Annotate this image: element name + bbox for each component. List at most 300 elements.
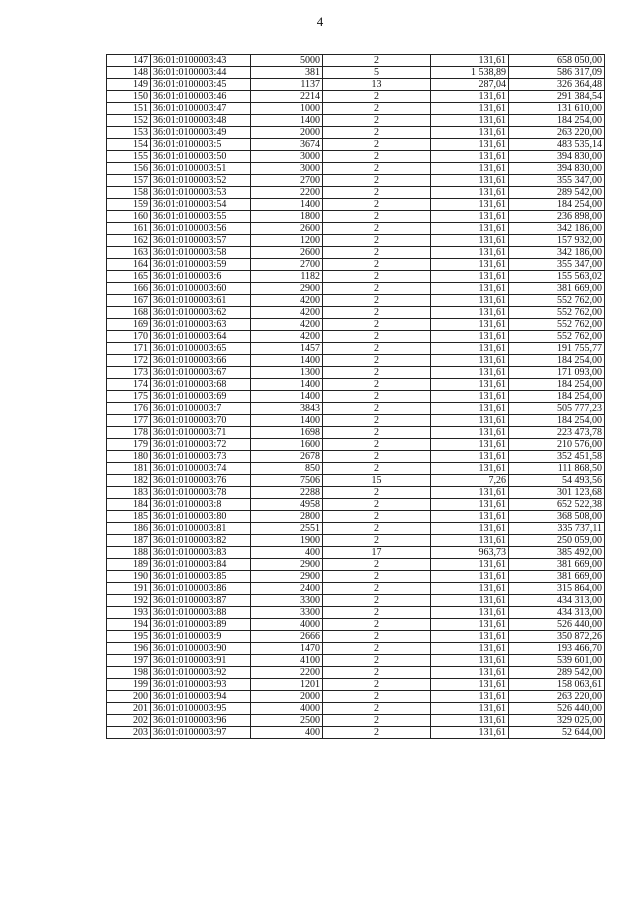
value-cell: 368 508,00	[509, 511, 605, 523]
group-cell: 2	[323, 391, 431, 403]
row-number-cell: 155	[107, 151, 151, 163]
table-row	[107, 175, 605, 187]
row-number-cell: 198	[107, 667, 151, 679]
group-cell: 5	[323, 67, 431, 79]
row-number-cell: 174	[107, 379, 151, 391]
row-number-cell: 168	[107, 307, 151, 319]
area-cell: 1137	[251, 79, 323, 91]
value-cell: 191 755,77	[509, 343, 605, 355]
group-cell: 2	[323, 91, 431, 103]
table-row	[107, 655, 605, 667]
rate-cell: 131,61	[431, 727, 509, 739]
table-row	[107, 199, 605, 211]
table-row	[107, 151, 605, 163]
area-cell: 1300	[251, 367, 323, 379]
rate-cell: 131,61	[431, 391, 509, 403]
row-number-cell: 185	[107, 511, 151, 523]
area-cell: 2600	[251, 247, 323, 259]
cadastral-number-cell: 36:01:0100003:66	[151, 355, 251, 367]
cadastral-number-cell: 36:01:0100003:46	[151, 91, 251, 103]
rate-cell: 131,61	[431, 139, 509, 151]
value-cell: 171 093,00	[509, 367, 605, 379]
area-cell: 2200	[251, 667, 323, 679]
group-cell: 2	[323, 511, 431, 523]
rate-cell: 131,61	[431, 487, 509, 499]
value-cell: 505 777,23	[509, 403, 605, 415]
area-cell: 2600	[251, 223, 323, 235]
cadastral-number-cell: 36:01:0100003:87	[151, 595, 251, 607]
row-number-cell: 169	[107, 319, 151, 331]
group-cell: 2	[323, 259, 431, 271]
group-cell: 2	[323, 703, 431, 715]
rate-cell: 131,61	[431, 415, 509, 427]
area-cell: 2214	[251, 91, 323, 103]
row-number-cell: 187	[107, 535, 151, 547]
rate-cell: 131,61	[431, 199, 509, 211]
rate-cell: 131,61	[431, 103, 509, 115]
row-number-cell: 158	[107, 187, 151, 199]
rate-cell: 131,61	[431, 679, 509, 691]
value-cell: 155 563,02	[509, 271, 605, 283]
row-number-cell: 203	[107, 727, 151, 739]
group-cell: 2	[323, 295, 431, 307]
table-row	[107, 187, 605, 199]
area-cell: 2000	[251, 691, 323, 703]
row-number-cell: 186	[107, 523, 151, 535]
value-cell: 483 535,14	[509, 139, 605, 151]
row-number-cell: 171	[107, 343, 151, 355]
area-cell: 3843	[251, 403, 323, 415]
area-cell: 2400	[251, 583, 323, 595]
table-row	[107, 547, 605, 559]
value-cell: 552 762,00	[509, 307, 605, 319]
row-number-cell: 192	[107, 595, 151, 607]
table-row	[107, 499, 605, 511]
cadastral-number-cell: 36:01:0100003:85	[151, 571, 251, 583]
table-row	[107, 367, 605, 379]
rate-cell: 131,61	[431, 367, 509, 379]
value-cell: 552 762,00	[509, 295, 605, 307]
rate-cell: 131,61	[431, 655, 509, 667]
table-row	[107, 487, 605, 499]
cadastral-number-cell: 36:01:0100003:63	[151, 319, 251, 331]
cadastral-number-cell: 36:01:0100003:97	[151, 727, 251, 739]
area-cell: 1201	[251, 679, 323, 691]
rate-cell: 131,61	[431, 295, 509, 307]
rate-cell: 131,61	[431, 259, 509, 271]
table-row	[107, 79, 605, 91]
cadastral-number-cell: 36:01:0100003:91	[151, 655, 251, 667]
group-cell: 2	[323, 439, 431, 451]
value-cell: 157 932,00	[509, 235, 605, 247]
rate-cell: 131,61	[431, 115, 509, 127]
table-row	[107, 643, 605, 655]
area-cell: 1698	[251, 427, 323, 439]
page-number: 4	[316, 14, 324, 29]
table-row	[107, 139, 605, 151]
cadastral-number-cell: 36:01:0100003:49	[151, 127, 251, 139]
row-number-cell: 200	[107, 691, 151, 703]
area-cell: 1600	[251, 439, 323, 451]
value-cell: 193 466,70	[509, 643, 605, 655]
group-cell: 2	[323, 607, 431, 619]
table-body	[107, 55, 605, 739]
cadastral-number-cell: 36:01:0100003:9	[151, 631, 251, 643]
cadastral-number-cell: 36:01:0100003:69	[151, 391, 251, 403]
value-cell: 184 254,00	[509, 379, 605, 391]
cadastral-number-cell: 36:01:0100003:93	[151, 679, 251, 691]
row-number-cell: 197	[107, 655, 151, 667]
cadastral-number-cell: 36:01:0100003:54	[151, 199, 251, 211]
table-row	[107, 451, 605, 463]
row-number-cell: 184	[107, 499, 151, 511]
table-row	[107, 559, 605, 571]
row-number-cell: 165	[107, 271, 151, 283]
area-cell: 1400	[251, 379, 323, 391]
cadastral-number-cell: 36:01:0100003:90	[151, 643, 251, 655]
row-number-cell: 188	[107, 547, 151, 559]
row-number-cell: 175	[107, 391, 151, 403]
table-row	[107, 427, 605, 439]
cadastral-number-cell: 36:01:0100003:89	[151, 619, 251, 631]
group-cell: 2	[323, 571, 431, 583]
cadastral-number-cell: 36:01:0100003:6	[151, 271, 251, 283]
cadastral-number-cell: 36:01:0100003:81	[151, 523, 251, 535]
area-cell: 3674	[251, 139, 323, 151]
value-cell: 289 542,00	[509, 667, 605, 679]
rate-cell: 131,61	[431, 703, 509, 715]
cadastral-number-cell: 36:01:0100003:80	[151, 511, 251, 523]
table-row	[107, 511, 605, 523]
cadastral-number-cell: 36:01:0100003:53	[151, 187, 251, 199]
value-cell: 355 347,00	[509, 175, 605, 187]
table-row	[107, 727, 605, 739]
group-cell: 2	[323, 331, 431, 343]
row-number-cell: 177	[107, 415, 151, 427]
value-cell: 434 313,00	[509, 595, 605, 607]
rate-cell: 131,61	[431, 559, 509, 571]
cadastral-number-cell: 36:01:0100003:5	[151, 139, 251, 151]
row-number-cell: 150	[107, 91, 151, 103]
group-cell: 2	[323, 163, 431, 175]
rate-cell: 131,61	[431, 247, 509, 259]
rate-cell: 131,61	[431, 211, 509, 223]
group-cell: 2	[323, 487, 431, 499]
table-row	[107, 523, 605, 535]
area-cell: 2551	[251, 523, 323, 535]
row-number-cell: 153	[107, 127, 151, 139]
rate-cell: 131,61	[431, 127, 509, 139]
table-row	[107, 631, 605, 643]
cadastral-number-cell: 36:01:0100003:7	[151, 403, 251, 415]
value-cell: 552 762,00	[509, 319, 605, 331]
table-row	[107, 703, 605, 715]
table-row	[107, 415, 605, 427]
rate-cell: 131,61	[431, 643, 509, 655]
rate-cell: 131,61	[431, 223, 509, 235]
row-number-cell: 179	[107, 439, 151, 451]
row-number-cell: 148	[107, 67, 151, 79]
table-row	[107, 283, 605, 295]
area-cell: 1900	[251, 535, 323, 547]
row-number-cell: 190	[107, 571, 151, 583]
area-cell: 2500	[251, 715, 323, 727]
row-number-cell: 160	[107, 211, 151, 223]
value-cell: 184 254,00	[509, 415, 605, 427]
area-cell: 400	[251, 547, 323, 559]
rate-cell: 131,61	[431, 343, 509, 355]
rate-cell: 131,61	[431, 667, 509, 679]
group-cell: 2	[323, 535, 431, 547]
value-cell: 289 542,00	[509, 187, 605, 199]
rate-cell: 131,61	[431, 403, 509, 415]
cadastral-number-cell: 36:01:0100003:57	[151, 235, 251, 247]
area-cell: 4200	[251, 307, 323, 319]
group-cell: 2	[323, 139, 431, 151]
rate-cell: 131,61	[431, 607, 509, 619]
row-number-cell: 191	[107, 583, 151, 595]
row-number-cell: 161	[107, 223, 151, 235]
group-cell: 2	[323, 679, 431, 691]
value-cell: 335 737,11	[509, 523, 605, 535]
group-cell: 2	[323, 667, 431, 679]
cadastral-number-cell: 36:01:0100003:73	[151, 451, 251, 463]
area-cell: 4200	[251, 319, 323, 331]
value-cell: 54 493,56	[509, 475, 605, 487]
row-number-cell: 162	[107, 235, 151, 247]
value-cell: 184 254,00	[509, 355, 605, 367]
group-cell: 2	[323, 643, 431, 655]
area-cell: 4200	[251, 331, 323, 343]
row-number-cell: 182	[107, 475, 151, 487]
row-number-cell: 195	[107, 631, 151, 643]
area-cell: 1457	[251, 343, 323, 355]
value-cell: 301 123,68	[509, 487, 605, 499]
rate-cell: 131,61	[431, 439, 509, 451]
area-cell: 1400	[251, 391, 323, 403]
area-cell: 5000	[251, 55, 323, 67]
value-cell: 210 576,00	[509, 439, 605, 451]
table-row	[107, 319, 605, 331]
group-cell: 2	[323, 559, 431, 571]
cadastral-number-cell: 36:01:0100003:43	[151, 55, 251, 67]
table-row	[107, 667, 605, 679]
value-cell: 236 898,00	[509, 211, 605, 223]
table-row	[107, 307, 605, 319]
rate-cell: 131,61	[431, 319, 509, 331]
group-cell: 2	[323, 619, 431, 631]
row-number-cell: 157	[107, 175, 151, 187]
rate-cell: 131,61	[431, 631, 509, 643]
value-cell: 158 063,61	[509, 679, 605, 691]
area-cell: 3000	[251, 163, 323, 175]
area-cell: 2666	[251, 631, 323, 643]
rate-cell: 131,61	[431, 355, 509, 367]
row-number-cell: 166	[107, 283, 151, 295]
value-cell: 394 830,00	[509, 163, 605, 175]
land-plots-table	[106, 54, 605, 739]
cadastral-number-cell: 36:01:0100003:51	[151, 163, 251, 175]
area-cell: 4958	[251, 499, 323, 511]
row-number-cell: 154	[107, 139, 151, 151]
group-cell: 2	[323, 151, 431, 163]
table-row	[107, 331, 605, 343]
row-number-cell: 181	[107, 463, 151, 475]
rate-cell: 131,61	[431, 571, 509, 583]
value-cell: 250 059,00	[509, 535, 605, 547]
table-row	[107, 115, 605, 127]
rate-cell: 7,26	[431, 475, 509, 487]
cadastral-number-cell: 36:01:0100003:60	[151, 283, 251, 295]
group-cell: 2	[323, 415, 431, 427]
group-cell: 2	[323, 223, 431, 235]
group-cell: 2	[323, 343, 431, 355]
value-cell: 111 868,50	[509, 463, 605, 475]
rate-cell: 131,61	[431, 151, 509, 163]
row-number-cell: 156	[107, 163, 151, 175]
group-cell: 2	[323, 451, 431, 463]
group-cell: 2	[323, 211, 431, 223]
value-cell: 526 440,00	[509, 619, 605, 631]
group-cell: 2	[323, 55, 431, 67]
value-cell: 184 254,00	[509, 391, 605, 403]
group-cell: 2	[323, 367, 431, 379]
area-cell: 4000	[251, 703, 323, 715]
rate-cell: 131,61	[431, 511, 509, 523]
cadastral-number-cell: 36:01:0100003:76	[151, 475, 251, 487]
value-cell: 329 025,00	[509, 715, 605, 727]
table-row	[107, 571, 605, 583]
rate-cell: 131,61	[431, 379, 509, 391]
cadastral-number-cell: 36:01:0100003:59	[151, 259, 251, 271]
cadastral-number-cell: 36:01:0100003:61	[151, 295, 251, 307]
group-cell: 2	[323, 427, 431, 439]
group-cell: 2	[323, 595, 431, 607]
group-cell: 13	[323, 79, 431, 91]
cadastral-number-cell: 36:01:0100003:52	[151, 175, 251, 187]
rate-cell: 963,73	[431, 547, 509, 559]
cadastral-number-cell: 36:01:0100003:47	[151, 103, 251, 115]
table-row	[107, 67, 605, 79]
value-cell: 381 669,00	[509, 283, 605, 295]
rate-cell: 131,61	[431, 691, 509, 703]
row-number-cell: 173	[107, 367, 151, 379]
area-cell: 4000	[251, 619, 323, 631]
area-cell: 381	[251, 67, 323, 79]
table-row	[107, 391, 605, 403]
table-row	[107, 619, 605, 631]
group-cell: 2	[323, 319, 431, 331]
rate-cell: 131,61	[431, 583, 509, 595]
cadastral-number-cell: 36:01:0100003:44	[151, 67, 251, 79]
rate-cell: 131,61	[431, 175, 509, 187]
value-cell: 342 186,00	[509, 247, 605, 259]
cadastral-number-cell: 36:01:0100003:92	[151, 667, 251, 679]
table-row	[107, 715, 605, 727]
table-row	[107, 91, 605, 103]
cadastral-number-cell: 36:01:0100003:48	[151, 115, 251, 127]
value-cell: 552 762,00	[509, 331, 605, 343]
group-cell: 2	[323, 355, 431, 367]
value-cell: 355 347,00	[509, 259, 605, 271]
value-cell: 352 451,58	[509, 451, 605, 463]
area-cell: 2288	[251, 487, 323, 499]
table-row	[107, 223, 605, 235]
rate-cell: 131,61	[431, 271, 509, 283]
row-number-cell: 196	[107, 643, 151, 655]
table-row	[107, 295, 605, 307]
group-cell: 15	[323, 475, 431, 487]
group-cell: 2	[323, 631, 431, 643]
cadastral-number-cell: 36:01:0100003:50	[151, 151, 251, 163]
value-cell: 291 384,54	[509, 91, 605, 103]
cadastral-number-cell: 36:01:0100003:45	[151, 79, 251, 91]
group-cell: 2	[323, 283, 431, 295]
group-cell: 2	[323, 307, 431, 319]
value-cell: 434 313,00	[509, 607, 605, 619]
cadastral-number-cell: 36:01:0100003:78	[151, 487, 251, 499]
value-cell: 263 220,00	[509, 691, 605, 703]
rate-cell: 131,61	[431, 91, 509, 103]
area-cell: 7506	[251, 475, 323, 487]
area-cell: 3300	[251, 607, 323, 619]
cadastral-number-cell: 36:01:0100003:83	[151, 547, 251, 559]
area-cell: 1400	[251, 115, 323, 127]
group-cell: 2	[323, 523, 431, 535]
area-cell: 850	[251, 463, 323, 475]
table-row	[107, 103, 605, 115]
table-row	[107, 691, 605, 703]
area-cell: 2700	[251, 259, 323, 271]
cadastral-number-cell: 36:01:0100003:70	[151, 415, 251, 427]
value-cell: 381 669,00	[509, 559, 605, 571]
rate-cell: 131,61	[431, 715, 509, 727]
row-number-cell: 178	[107, 427, 151, 439]
value-cell: 263 220,00	[509, 127, 605, 139]
value-cell: 326 364,48	[509, 79, 605, 91]
row-number-cell: 172	[107, 355, 151, 367]
group-cell: 2	[323, 499, 431, 511]
rate-cell: 131,61	[431, 55, 509, 67]
group-cell: 2	[323, 187, 431, 199]
table-row	[107, 403, 605, 415]
area-cell: 1800	[251, 211, 323, 223]
row-number-cell: 147	[107, 55, 151, 67]
value-cell: 539 601,00	[509, 655, 605, 667]
rate-cell: 131,61	[431, 163, 509, 175]
area-cell: 3300	[251, 595, 323, 607]
group-cell: 2	[323, 463, 431, 475]
value-cell: 658 050,00	[509, 55, 605, 67]
row-number-cell: 176	[107, 403, 151, 415]
table-row	[107, 235, 605, 247]
group-cell: 2	[323, 583, 431, 595]
row-number-cell: 189	[107, 559, 151, 571]
row-number-cell: 202	[107, 715, 151, 727]
table-row	[107, 595, 605, 607]
rate-cell: 131,61	[431, 187, 509, 199]
row-number-cell: 149	[107, 79, 151, 91]
table-row	[107, 247, 605, 259]
group-cell: 2	[323, 103, 431, 115]
table-row	[107, 679, 605, 691]
area-cell: 1400	[251, 355, 323, 367]
group-cell: 2	[323, 271, 431, 283]
row-number-cell: 163	[107, 247, 151, 259]
table-row	[107, 127, 605, 139]
area-cell: 2800	[251, 511, 323, 523]
row-number-cell: 164	[107, 259, 151, 271]
